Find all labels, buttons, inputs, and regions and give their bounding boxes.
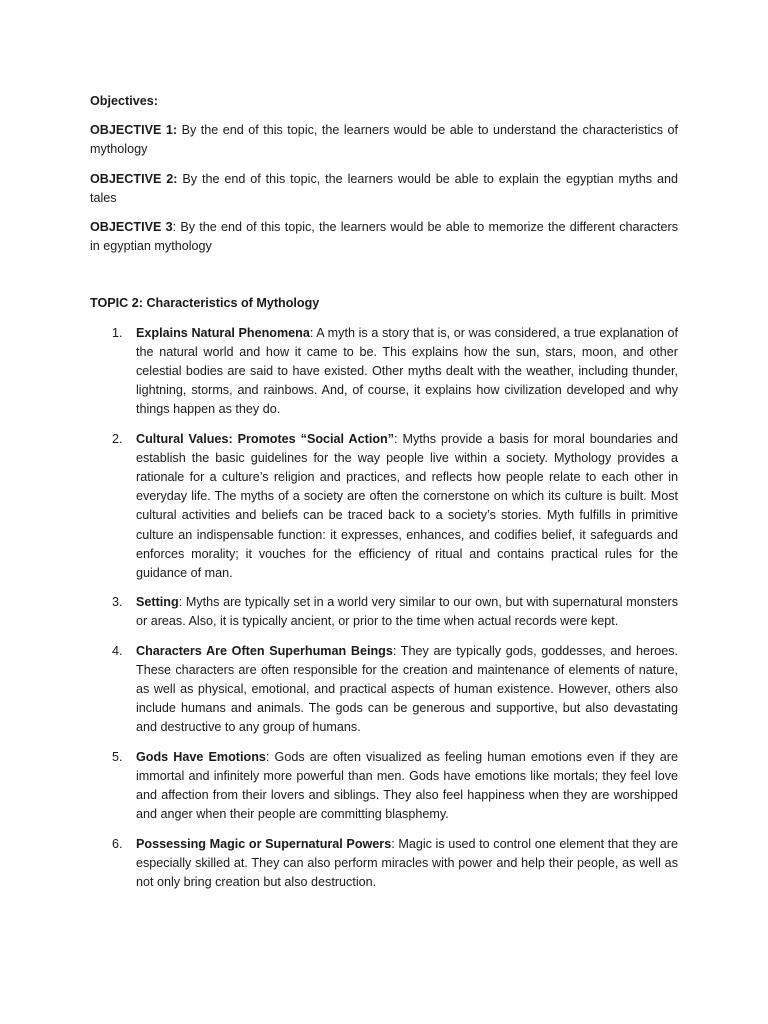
list-term: Characters Are Often Superhuman Beings (136, 643, 393, 658)
list-term: Possessing Magic or Supernatural Powers (136, 836, 392, 851)
list-text: : They are typically gods, goddesses, and heroes. These characters are often responsible for the creation and maintenance of elements of nature, as well as physical, emotional, and practical aspects of human existence. However, others also include humans and animals. The gods can be generous and supportive, but also devastating and destructive to any group of humans. (136, 643, 679, 735)
list-text: : Gods are often visualized as feeling human emotions even if they are immortal and infinitely more powerful than men. Gods have emotions like mortals; they feel love and affection from their lovers and siblings. They also feel happiness when they are worshipped and anger when their people are committing blasphemy. (136, 749, 679, 822)
objective-2 (90, 170, 678, 208)
list-term: Gods Have Emotions (136, 749, 266, 764)
document-page (90, 92, 678, 902)
objective-label: OBJECTIVE 3 (90, 220, 173, 235)
list-item (90, 593, 678, 631)
list-number: 6. (112, 836, 123, 851)
list-number: 1. (112, 325, 123, 340)
list-number: 5. (112, 749, 123, 764)
objective-label: OBJECTIVE 2: (90, 171, 178, 186)
objective-text: By the end of this topic, the learners would be able to understand the characteristics of mythology (90, 123, 678, 157)
objectives-heading: Objectives: (90, 94, 158, 108)
list-item (90, 430, 678, 584)
objective-1 (90, 121, 678, 159)
list-item (90, 835, 678, 893)
objective-label: OBJECTIVE 1: (90, 123, 178, 138)
topic-title: TOPIC 2: Characteristics of Mythology (90, 296, 320, 311)
list-number: 3. (112, 595, 123, 610)
objective-text: : By the end of this topic, the learners would be able to memorize the different characters in egyptian mythology (90, 220, 678, 254)
objective-3 (90, 218, 678, 256)
objective-text: By the end of this topic, the learners would be able to explain the egyptian myths and tales (90, 171, 679, 205)
list-number: 2. (112, 431, 123, 446)
list-text: : Myths provide a basis for moral boundaries and establish the basic guidelines for the way people live within a society. Mythology provides a rationale for a culture’s religion and practices, and reflects how people relate to each other in everyday life. The myths of a society are often the cornerstone on which its culture is built. Most cultural activities and beliefs can be traced back to a society’s stories. Myth fulfills in primitive culture an indispensable function: it expresses, enhances, and codifies belief, it safeguards and enforces morality; it vouches for the efficiency of ritual and contains practical rules for the guidance of man. (136, 431, 678, 581)
list-item (90, 748, 678, 825)
list-term: Explains Natural Phenomena (136, 325, 310, 340)
list-term: Cultural Values: Promotes “Social Action” (136, 431, 395, 446)
list-text: : Magic is used to control one element that they are especially skilled at. They can also perform miracles with power and help their people, as well as not only bring creation but also destruction. (136, 836, 678, 889)
list-item (90, 642, 678, 738)
list-item (90, 324, 678, 420)
list-text: : Myths are typically set in a world very similar to our own, but with supernatural monsters or areas. Also, it is typically ancient, or prior to the time when actual records were kept. (136, 595, 678, 629)
list-number: 4. (112, 643, 123, 658)
list-term: Setting (136, 595, 179, 610)
list-text: : A myth is a story that is, or was considered, a true explanation of the natural world and how it came to be. This explains how the sun, stars, moon, and other celestial bodies are said to have existed. Other myths dealt with the weather, including thunder, lightning, storms, and rainbows. And, of course, it explains how civilization developed and why things happen as they do. (136, 325, 678, 417)
characteristics-list (90, 324, 678, 892)
